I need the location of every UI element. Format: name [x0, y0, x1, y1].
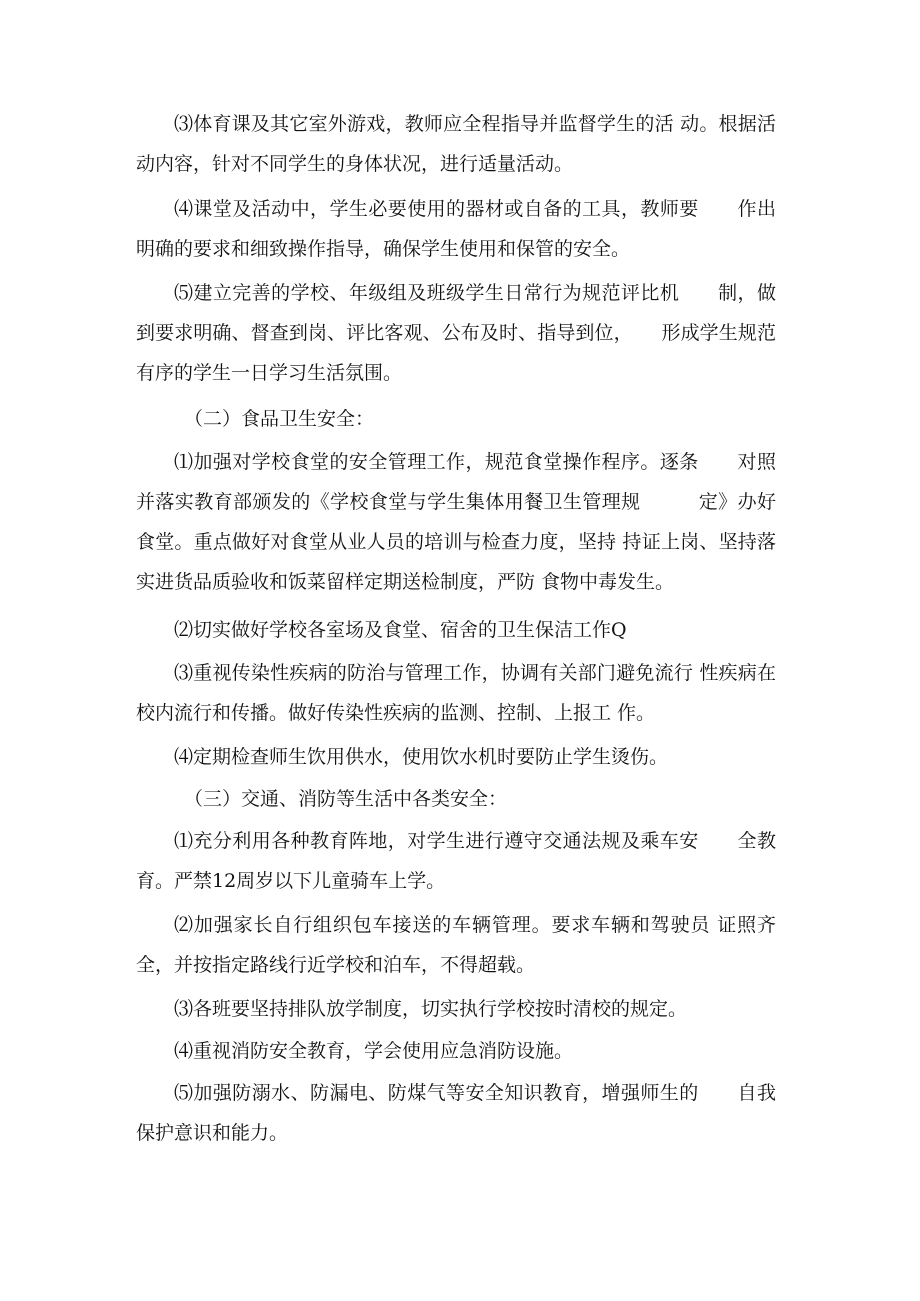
section-heading-traffic-fire: （三）交通、消防等生活中各类安全： [184, 788, 508, 810]
paragraph-vehicle-management: ⑵加强家长自行组织包车接送的车辆管理。要求车辆和驾驶员 证照齐全，并按指定路线行近学校和泊车，不得超载。 [136, 914, 776, 976]
paragraph-pe-class: ⑶体育课及其它室外游戏，教师应全程指导并监督学生的活 动。根据活动内容，针对不同学生的身体状况，进行适量活动。 [136, 113, 776, 175]
paragraph-traffic-education: ⑴充分利用各种教育阵地，对学生进行遵守交通法规及乘车安 全教育。严禁12周岁以下儿童骑车上学。 [136, 830, 776, 892]
section-heading-food-safety: （二）食品卫生安全： [184, 408, 375, 430]
paragraph-self-protection: ⑸加强防溺水、防漏电、防煤气等安全知识教育，增强师生的 自我保护意识和能力。 [136, 1082, 776, 1144]
paragraph-infectious-disease: ⑶重视传染性疾病的防治与管理工作，协调有关部门避免流行 性疾病在校内流行和传播。做好传染性疾病的监测、控制、上报工 作。 [136, 662, 776, 724]
paragraph-dismissal: ⑶各班要坚持排队放学制度，切实执行学校按时清校的规定。 [174, 998, 688, 1020]
paragraph-fire-safety: ⑷重视消防安全教育，学会使用应急消防设施。 [174, 1040, 574, 1062]
paragraph-hygiene: ⑵切实做好学校各室场及食堂、宿舍的卫生保洁工作Q [174, 619, 627, 641]
paragraph-canteen: ⑴加强对学校食堂的安全管理工作，规范食堂操作程序。逐条 对照并落实教育部颁发的《学校食堂与学生集体用餐卫生管理规 定》办好食堂。重点做好对食堂从业人员的培训与检查力度，坚持 持证上岗、坚持落实进货品质验收和饭菜留样定期送检制度，严防 食物中毒发生。 [136, 451, 776, 593]
paragraph-equipment: ⑷课堂及活动中，学生必要使用的器材或自备的工具，教师要 作出明确的要求和细致操作指导，确保学生使用和保管的安全。 [136, 198, 776, 260]
paragraph-behavior-evaluation: ⑸建立完善的学校、年级组及班级学生日常行为规范评比机 制，做到要求明确、督查到岗、评比客观、公布及时、指导到位， 形成学生规范有序的学生一日学习生活氛围。 [136, 282, 776, 384]
paragraph-drinking-water: ⑷定期检查师生饮用供水，使用饮水机时要防止学生烫伤。 [174, 746, 669, 768]
